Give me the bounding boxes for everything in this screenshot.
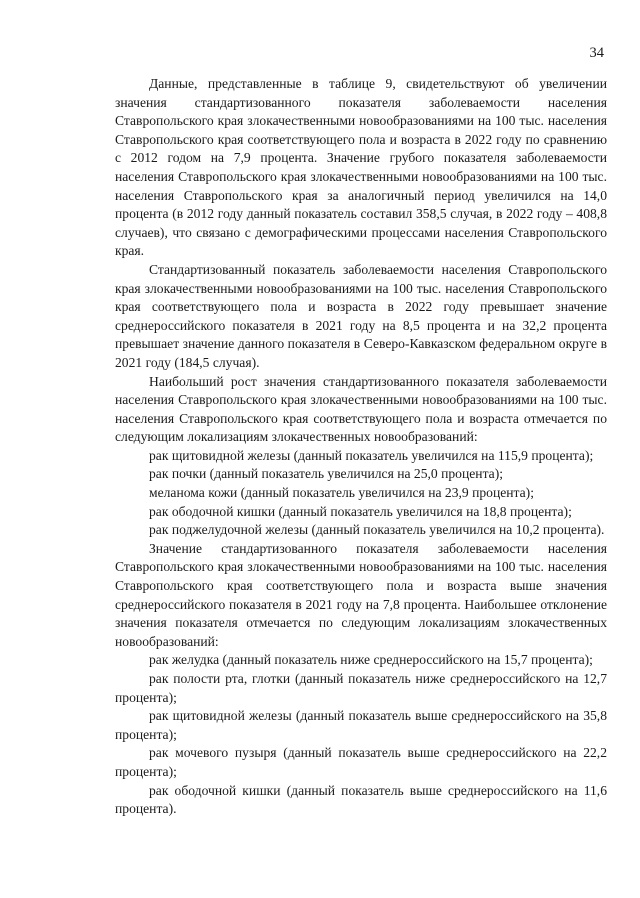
document-body [115,75,607,819]
list-item: рак щитовидной железы (данный показатель увеличился на 115,9 процента); [149,447,594,463]
list-item: рак желудка (данный показатель ниже среднероссийского на 15,7 процента); [149,652,593,668]
list-item: рак ободочной кишки (данный показатель увеличился на 18,8 процента); [149,503,572,519]
paragraph-3: Наибольший рост значения стандартизованного показателя заболеваемости населения Ставропольского края злокачественными новообразованиями на 100 тыс. населения Ставропольского края соответствующего пола и возраста отмечается по следующим локализациям злокачественных новообразований: [115,373,607,445]
list-item: рак поджелудочной железы (данный показатель увеличился на 10,2 процента). [149,522,605,538]
list-item: рак почки (данный показатель увеличился на 25,0 процента); [149,466,504,482]
page-number: 34 [589,45,604,61]
list-item: рак полости рта, глотки (данный показатель ниже среднероссийского на 12,7 процента); [115,671,607,705]
list-item: рак щитовидной железы (данный показатель выше среднероссийского на 35,8 процента); [115,708,607,742]
paragraph-4: Значение стандартизованного показателя заболеваемости населения Ставропольского края злокачественными новообразованиями на 100 тыс. населения Ставропольского края соответствующего пола и возраста выше значения среднероссийского показателя в 2021 году на 7,8 процента. Наибольшее отклонение значения показателя отмечается по следующим локализациям злокачественных новообразований: [115,540,607,649]
list-item: рак мочевого пузыря (данный показатель выше среднероссийского на 22,2 процента); [115,745,607,779]
list-item: меланома кожи (данный показатель увеличился на 23,9 процента); [149,485,534,501]
paragraph-1: Данные, представленные в таблице 9, свидетельствуют об увеличении значения стандартизованного показателя заболеваемости населения Ставропольского края злокачественными новообразованиями на 100 тыс. населения Ставропольского края соответствующего пола и возраста в 2022 году по сравнению с 2012 годом на 7,9 процента. Значение грубого показателя заболеваемости населения Ставропольского края злокачественными новообразованиями на 100 тыс. населения Ставропольского края за аналогичный период увеличился на 14,0 процента (в 2012 году данный показатель составил 358,5 случая, в 2022 году – 408,8 случаев), что связано с демографическими процессами населения Ставропольского края. [115,76,607,259]
list-item: рак ободочной кишки (данный показатель выше среднероссийского на 11,6 процента). [115,782,607,817]
paragraph-2: Стандартизованный показатель заболеваемости населения Ставропольского края злокачественными новообразованиями на 100 тыс. населения Ставропольского края соответствующего пола и возраста в 2022 году превышает значение среднероссийского показателя в 2021 году на 8,5 процента и на 32,2 процента превышает значение данного показателя в Северо-Кавказском федеральном округе в 2021 году (184,5 случая). [115,261,607,370]
